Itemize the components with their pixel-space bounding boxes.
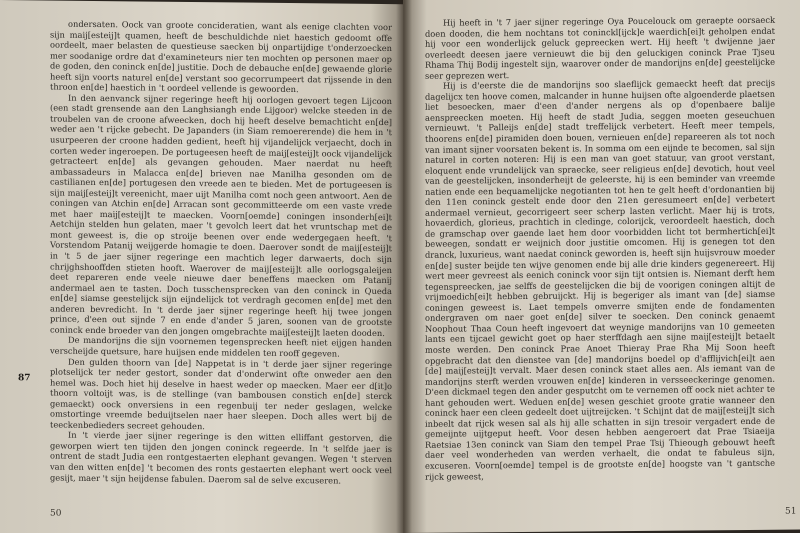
paragraph: In 't vierde jaer sijner regeringe is den witten elliffant gestorven, die geworpen wiert ten tijden den jongen coninck regeerde. In 't selfde jaer is ontrent de stadt Judia een rontgestaerten elephant gevangen. Wegen 't sterven van den witten en[de] 't becomen des ronts gestaerten elephant wert oock veel gesijt, maer 't sijn heijdense fabulen. Daerom sal de selve excuseren. [50, 430, 392, 486]
page-number-right: 51 [785, 506, 797, 517]
paragraph: ondersaten. Oock van groote concideratien, want als eenige clachten voor sijn maij[esteij]t quamen, heeft de beschuldichde niet haestich gedoomt offe oordeelt, maer belasten de questieuse saecken bij onpartijdige t'onderzoecken mer soodanige ordre dat d'examineteurs nier ten mochten op personen maer op de goden, den coninck en[de] justitie. Doch de debauche en[de] gewaende glorie heeft sijn voorts naturel en[de] verstant soo gecorrumpeert dat rijssende in den throon en[de] haestich in 't oordeel vellende is gewoorden. [50, 18, 392, 95]
paragraph: In den aenvanck sijner regeringe heeft hij oorlogen gevoert tegen Lijcoon (een stadt grensende aan den Langhsiangh ende Lijgoor) welcke steeden in de troubelen van de croone afweecken, doch hij heeft deselve bemachticht en[de] weder aen 't rijcke gebecht. De Japanders (in Siam remoererende) die hem in 't usurpeeren der croone hadden gedient, heeft hij vijandelijck verjaecht, doch in corten weder ingeroepen. De portugeesen heeft de maij[esteij]t oock vijandelijck getracteert en[de] als gevangen gehouden. Maer naerdat nu heeft ambassadeurs in Malacca en[de] brieven nae Manilha gesonden om de castilianen en[de] portugesen den vreede aen te bieden. Met de portugeesen is sijn maij[esteij]t vereenicht, maer uijt Manilha comt noch geen antwoort. Aen de coningen van Atchin en[de] Arracan sont gecommitteerde om een vaste vrede met haer maij[esteij]t te maecken. Voorn[oemde] coningen insonderh[ei]t Aetchijn stelden hun gelaten, maer 't gevolch leert dat het vruntschap met de mont geweest is, die op stroije beenen over ende wedergegaen heeft. 't Vorstendom Patanij weijgerde homagie te doen. Daerover sondt de maij[esteij]t in 't 5 de jaer sijner regeringe een machtich leger darwaerts, doch sijn chrijghshooffden stieten hooft. Waerover de maij[esteij]t alle oorlogsgaleijen deet repareren ende veele nieuwe daer beneffens maecken om Patanij andermael aen te tasten. Doch tusschensprecken van den coninck in Queda en[de] siamse geestelijck sijn eijndelijck tot verdragh gecomen en[de] met den anderen bevredicht. In 't derde jaer sijner regeringe heeft hij twee jongen prince, d'een out sijnde 7 en ende d'ander 5 jaren, soonen van de grootste coninck ende broeder van den jongen omgebrachte maij[esteij]t laeten dooden. [50, 92, 392, 338]
paragraph: Hij is d'eerste die de mandorijns soo slaeflijck gemaeckt heeft dat precijs dagelijcx ten hoove comen, malcander in hunne huijsen ofte algoenderde plaetsen liet besoecken, maer d'een d'ander nergens als op d'openbaere balije aenspreecken moeten. Hij heeft de stadt Judia, seggen moeten geseuchuen vernieuwt. 't Palleijs en[de] stadt treffelijck verbetert. Heeft meer tempels, thoorens en[de] piramiden doen bouen, vernieuen en[de] repareeren als tot noch van imant sijner voorsaten bekent is. In somma om een eijnde te becomen, sal sijn naturel in corten noteren: Hij is een man van goet statuur, van groot verstant, eloquent ende vrundelijck van spraecke, seer religieus en[de] devotich, hout veel van de geestelijcken, insonderheijt de geleerste, hij is een beminder van vreemde natien ende een bequamelijcke negotianten tot hen te gelt heeft d'ordonantien bij den 11en coninck gestelt ende door den 21en geresumeert en[de] verbetert andermael vernieut, gecorrigeert seer scherp lasten verlicht. Maer hij is trots, hovaerdich, glorieus, prachtich in cledinge, colorijck, veroordeelt haestich, doch de gramschap over gaende laet hem door voorbidden licht tot bermhertich[ei]t beweegen, sondatt er weijnich door justitie omcomen. Hij is genegen tot den dranck, luxurieus, want naedat coninck geworden is, heeft sijn huijsvrouw moeder en[de] suster beijde ten wijve genomen ende bij alle drie kinders gegenereert. Hij wert meer gevreest als eenich coninck voor sijn tijt ontsien is. Niemant derft hem tegenspreecken, jae selffs de geestelijcken die bij de voorigen coningen altijt de vrijmoedich[ei]t hebben gebruijckt. Hij is begeriger als imant van [de] siamse coningen geweest is. Laet tempels omverre smijten ende de fondamenten ondergraven om naer goet en[de] silver te soecken. Den coninck genaemt Noophout Thaa Coun heeft ingevoert dat weynige mandorijns van 10 gemeeten lants een tijcael gewicht goet op haer sterffdagh aen sijne maij[esteij]t betaelt moste werden. Den coninck Prae Anoet Thieray Prae Rha Mij Soon heeft opgebracht dat den dienstee van [de] mandorijns boedel op d'afflijvich[ei]t aen [de] maij[esteij]t vervalt. Maer desen coninck staet alles aen. Als iemant van de mandorijns sterft werden vrouwen en[de] kinderen in versseeckeringe genomen. D'een dickmael tegen den ander gesputcht om te vernemen off oock niet achter te hant gehouden wert. Weduen en[de] wesen geschiet groote gratie wanneer den coninck haer een cleen gedeelt doet uijtreijcken. 't Schijnt dat de maij[esteij]t sich inbeelt dat rijck wesen sal als hij alle schatten in sijn tresoir vergadert ende de gemeijnte uijtgeput heeft. Voor desen hebben aengeroert dat Prae Tsiaeija Raetsiae 13en coninck van Siam den tempel Prae Tsij Thieough gebouwt heeft daer veel wonderheden van werden verhaelt, die ondat te fabuleus sijn, excuseren. Voorn[oemde] tempel is de grootste en[de] hoogste van 't gantsche rijck geweest, [425, 78, 775, 482]
book-gutter [396, 0, 412, 533]
paragraph: De mandorijns die sijn voornemen tegensprecken heeft niet eijgen handen verscheijde quetsure, hare huijsen ende middelen ten rooff gegeven. [50, 335, 392, 359]
paragraph: Hij heeft in 't 7 jaer sijner regeringe Oya Poucelouck om geraepte oorsaeck doen dooden, die hem nochtans tot coninckl[ijck]e waerdich[ei]t geholpen endat hij voor een wonderlijck geluck gepreecken wert. Hij heeft 't dwijenne jaer overleedt deesen jaere vernieuwt die bij den geluckigen coninck Prae Tjseu Rhama Thij Bodij ingestelt sijn, waarover onder de mandorijns en[de] geestelijcke seer geprezen wert. [425, 14, 775, 81]
right-page-text [425, 15, 775, 482]
paragraph: Den gulden thoorn van [de] Nappetat is in 't derde jaer sijner regeringe plotselijck ter neder gestort, sonder dat d'onderwint ofte onweder aen den hemel was. Doch hiet hij deselve in haest weder op maecken. Maer eer d[it]o thoorn voltoijt was, is de stellinge (van bambousen constich en[de] sterck gemaeckt) oock onversiens in een regenbuij ter neder geslagen, welcke omstortinge vreemde beduijtselen naer haer sleepen. Doch alles wert bij de teeckenbedieders secreet gehouden. [50, 356, 392, 431]
marginal-number: 87 [18, 373, 31, 384]
page-number-left: 50 [50, 508, 62, 519]
right-page [403, 0, 800, 533]
left-page-text [50, 19, 392, 487]
